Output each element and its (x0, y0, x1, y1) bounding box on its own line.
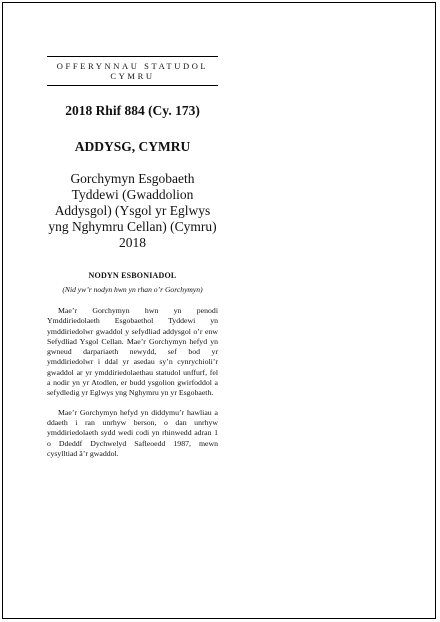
series-name (47, 62, 218, 81)
document-page (2, 2, 436, 619)
top-rule (47, 56, 218, 57)
explanatory-paragraph: Mae’r Gorchymyn hefyd yn diddymu’r hawliau a ddaeth i ran unrhyw berson, o dan unrhyw ymddiriedolaeth sydd wedi codi yn rhinwedd adran 1 o Ddeddf Dychwelyd Safleoedd 1987, mewn cysylltiad â’r gwaddol. (47, 407, 218, 458)
series-header (47, 56, 218, 86)
explanatory-note-subheading: (Nid yw’r nodyn hwn yn rhan o’r Gorchymyn) (62, 285, 203, 294)
series-name-line2: CYMRU (110, 70, 155, 81)
explanatory-note-heading: NODYN ESBONIADOL (88, 271, 177, 280)
document-body (47, 103, 218, 459)
bottom-rule (47, 85, 218, 86)
instrument-title: Gorchymyn Esgobaeth Tyddewi (Gwaddolion Addysgol) (Ysgol yr Eglwys yng Nghymru Cellan) (Cymru) 2018 (48, 171, 217, 250)
instrument-subject: ADDYSG, CYMRU (74, 139, 191, 154)
instrument-number: 2018 Rhif 884 (Cy. 173) (65, 103, 200, 118)
series-name-line1: OFFERYNNAU STATUDOL (56, 61, 209, 71)
explanatory-paragraph: Mae’r Gorchymyn hwn yn penodi Ymddiriedolaeth Esgobaethol Tyddewi yn ymddiriedolwr gwaddol y sefydliad addysgol o’r enw Sefydliad Ysgol Cellan. Mae’r Gorchymyn hefyd yn gwneud darpariaeth newydd, sef bod yr ymddiriedolwr i ddal yr asedau sy’n cynrychioli’r gwaddol ar yr ymddiriedolaethau statudol unffurf, fel a nodir yn yr Atodlen, er budd ysgolion gwirfoddol a sefydledig yr Eglwys yng Nghymru yn yr Esgobaeth. (47, 306, 218, 398)
